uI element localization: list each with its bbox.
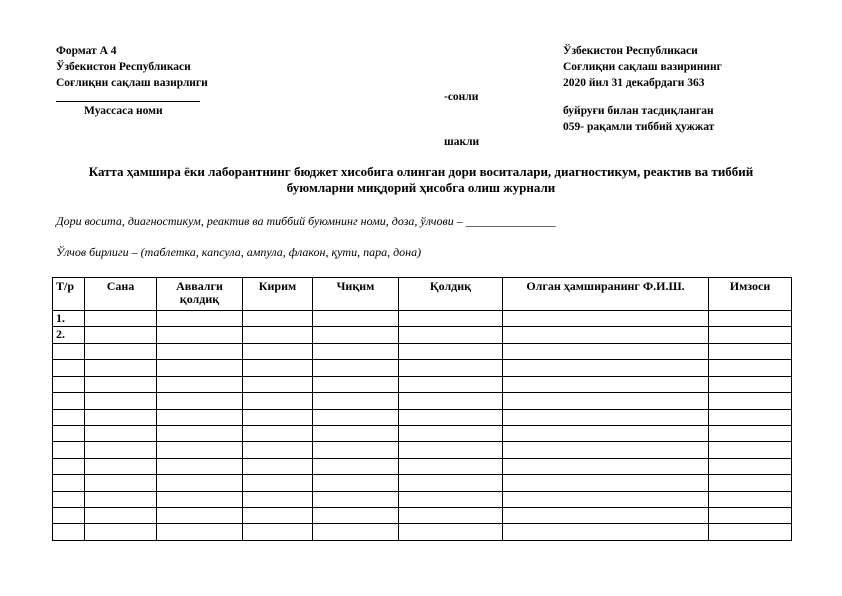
table-cell[interactable] — [503, 442, 709, 458]
table-row — [53, 508, 792, 524]
table-cell[interactable] — [709, 409, 792, 425]
table-row — [53, 311, 792, 327]
table-cell[interactable] — [399, 327, 503, 343]
item-name-field: Дори восита, диагностикум, реактив ва тиббий буюмнинг номи, доза, ўлчови – _______________ — [56, 214, 556, 228]
table-cell[interactable] — [157, 343, 243, 359]
table-row — [53, 491, 792, 507]
table-cell[interactable] — [243, 327, 313, 343]
journal-table — [52, 277, 792, 541]
table-cell[interactable] — [709, 425, 792, 441]
table-cell[interactable] — [313, 360, 399, 376]
right-ministry: Соғлиқни сақлаш вазирининг — [563, 61, 722, 73]
row-number-cell[interactable] — [53, 360, 85, 376]
table-cell[interactable] — [709, 343, 792, 359]
table-cell[interactable] — [313, 524, 399, 541]
approved-note: буйруғи билан тасдиқланган — [563, 105, 714, 117]
row-number-cell[interactable] — [53, 491, 85, 507]
form-label: шакли — [444, 136, 480, 148]
table-cell[interactable] — [503, 409, 709, 425]
table-row — [53, 409, 792, 425]
table-row — [53, 360, 792, 376]
table-cell[interactable] — [313, 311, 399, 327]
table-cell[interactable] — [85, 327, 157, 343]
table-cell[interactable] — [503, 376, 709, 392]
table-cell[interactable] — [243, 311, 313, 327]
right-republic: Ўзбекистон Республикаси — [563, 45, 698, 57]
table-cell[interactable] — [503, 360, 709, 376]
row-number-cell[interactable] — [53, 425, 85, 441]
row-number-cell[interactable] — [53, 376, 85, 392]
table-cell[interactable] — [157, 393, 243, 409]
column-header: Аввалги қолдиқ — [157, 278, 243, 311]
table-cell[interactable] — [709, 491, 792, 507]
table-cell[interactable] — [157, 327, 243, 343]
table-cell[interactable] — [313, 409, 399, 425]
table-cell[interactable] — [503, 508, 709, 524]
table-cell[interactable] — [399, 524, 503, 541]
table-row — [53, 376, 792, 392]
row-number-cell[interactable] — [53, 458, 85, 474]
table-cell[interactable] — [313, 376, 399, 392]
row-number-cell[interactable]: 2. — [53, 327, 85, 343]
table-cell[interactable] — [157, 475, 243, 491]
table-cell[interactable] — [243, 409, 313, 425]
table-cell[interactable] — [243, 491, 313, 507]
row-number-cell[interactable] — [53, 475, 85, 491]
order-number-suffix: -сонли — [444, 91, 479, 103]
column-header: Сана — [85, 278, 157, 311]
table-cell[interactable] — [709, 508, 792, 524]
table-cell[interactable] — [313, 327, 399, 343]
table-cell[interactable] — [399, 393, 503, 409]
table-cell[interactable] — [243, 475, 313, 491]
left-republic: Ўзбекистон Республикаси — [56, 61, 191, 73]
table-cell[interactable] — [313, 343, 399, 359]
table-cell[interactable] — [157, 442, 243, 458]
journal-title-line2: буюмларни миқдорий ҳисобга олиш журнали — [286, 180, 556, 195]
table-cell[interactable] — [85, 442, 157, 458]
table-cell[interactable] — [243, 458, 313, 474]
column-header: Олган ҳамширанинг Ф.И.Ш. — [503, 278, 709, 311]
table-cell[interactable] — [399, 343, 503, 359]
row-number-cell[interactable] — [53, 442, 85, 458]
table-cell[interactable] — [85, 475, 157, 491]
table-cell[interactable] — [709, 311, 792, 327]
table-cell[interactable] — [399, 458, 503, 474]
table-cell[interactable] — [243, 508, 313, 524]
table-cell[interactable] — [85, 524, 157, 541]
table-cell[interactable] — [157, 311, 243, 327]
table-cell[interactable] — [503, 343, 709, 359]
table-cell[interactable] — [157, 508, 243, 524]
row-number-cell[interactable] — [53, 409, 85, 425]
table-cell[interactable] — [709, 360, 792, 376]
document-number: 059- рақамли тиббий ҳужжат — [563, 121, 715, 133]
table-cell[interactable] — [243, 442, 313, 458]
column-header: Кирим — [243, 278, 313, 311]
institution-name-line — [56, 101, 200, 102]
table-cell[interactable] — [85, 311, 157, 327]
table-cell[interactable] — [243, 376, 313, 392]
table-row — [53, 343, 792, 359]
table-cell[interactable] — [709, 327, 792, 343]
table-cell[interactable] — [157, 360, 243, 376]
table-cell[interactable] — [503, 393, 709, 409]
table-cell[interactable] — [709, 376, 792, 392]
table-cell[interactable] — [313, 491, 399, 507]
table-cell[interactable] — [85, 409, 157, 425]
table-cell[interactable] — [503, 491, 709, 507]
table-cell[interactable] — [709, 458, 792, 474]
format-label: Формат А 4 — [56, 45, 117, 57]
table-cell[interactable] — [157, 409, 243, 425]
order-date: 2020 йил 31 декабрдаги 363 — [563, 77, 705, 89]
table-cell[interactable] — [399, 311, 503, 327]
table-cell[interactable] — [503, 327, 709, 343]
row-number-cell[interactable] — [53, 508, 85, 524]
table-cell[interactable] — [399, 475, 503, 491]
table-cell[interactable] — [503, 475, 709, 491]
table-cell[interactable] — [399, 425, 503, 441]
table-cell[interactable] — [709, 442, 792, 458]
row-number-cell[interactable] — [53, 343, 85, 359]
table-cell[interactable] — [243, 360, 313, 376]
table-cell[interactable] — [243, 343, 313, 359]
table-cell[interactable] — [85, 343, 157, 359]
table-cell[interactable] — [85, 376, 157, 392]
institution-name-label: Муассаса номи — [84, 105, 163, 117]
table-cell[interactable] — [399, 508, 503, 524]
table-cell[interactable] — [399, 442, 503, 458]
table-cell[interactable] — [399, 360, 503, 376]
left-ministry: Соғлиқни сақлаш вазирлиги — [56, 77, 208, 89]
table-cell[interactable] — [243, 524, 313, 541]
table-cell[interactable] — [313, 475, 399, 491]
table-header-row — [53, 278, 792, 311]
table-cell[interactable] — [503, 425, 709, 441]
table-row — [53, 442, 792, 458]
row-number-cell[interactable]: 1. — [53, 311, 85, 327]
table-cell[interactable] — [85, 508, 157, 524]
column-header: Т/р — [53, 278, 85, 311]
table-cell[interactable] — [313, 508, 399, 524]
table-cell[interactable] — [157, 491, 243, 507]
table-row — [53, 393, 792, 409]
table-cell[interactable] — [313, 393, 399, 409]
column-header: Имзоси — [709, 278, 792, 311]
table-cell[interactable] — [709, 475, 792, 491]
column-header: Чиқим — [313, 278, 399, 311]
table-cell[interactable] — [157, 425, 243, 441]
table-cell[interactable] — [313, 425, 399, 441]
table-cell[interactable] — [399, 491, 503, 507]
unit-field: Ўлчов бирлиги – (таблетка, капсула, ампула, флакон, қути, пара, дона) — [56, 245, 422, 259]
table-cell[interactable] — [157, 376, 243, 392]
table-cell[interactable] — [503, 524, 709, 541]
journal-title-line1: Катта ҳамшира ёки лаборантнинг бюджет хисобига олинган дори воситалари, диагностикум, реактив ва тиббий — [88, 164, 754, 179]
table-cell[interactable] — [243, 425, 313, 441]
table-cell[interactable] — [85, 491, 157, 507]
table-cell[interactable] — [503, 311, 709, 327]
table-cell[interactable] — [503, 458, 709, 474]
table-cell[interactable] — [157, 458, 243, 474]
table-row — [53, 475, 792, 491]
table-cell[interactable] — [85, 360, 157, 376]
table-row — [53, 327, 792, 343]
row-number-cell[interactable] — [53, 393, 85, 409]
column-header: Қолдиқ — [399, 278, 503, 311]
table-cell[interactable] — [243, 393, 313, 409]
table-row — [53, 425, 792, 441]
table-row — [53, 524, 792, 541]
table-cell[interactable] — [157, 524, 243, 541]
journal-body — [53, 311, 792, 541]
table-cell[interactable] — [709, 393, 792, 409]
table-cell[interactable] — [399, 409, 503, 425]
table-row — [53, 458, 792, 474]
row-number-cell[interactable] — [53, 524, 85, 541]
table-cell[interactable] — [313, 458, 399, 474]
table-cell[interactable] — [85, 425, 157, 441]
table-cell[interactable] — [399, 376, 503, 392]
table-cell[interactable] — [85, 458, 157, 474]
table-cell[interactable] — [313, 442, 399, 458]
table-cell[interactable] — [85, 393, 157, 409]
table-cell[interactable] — [709, 524, 792, 541]
